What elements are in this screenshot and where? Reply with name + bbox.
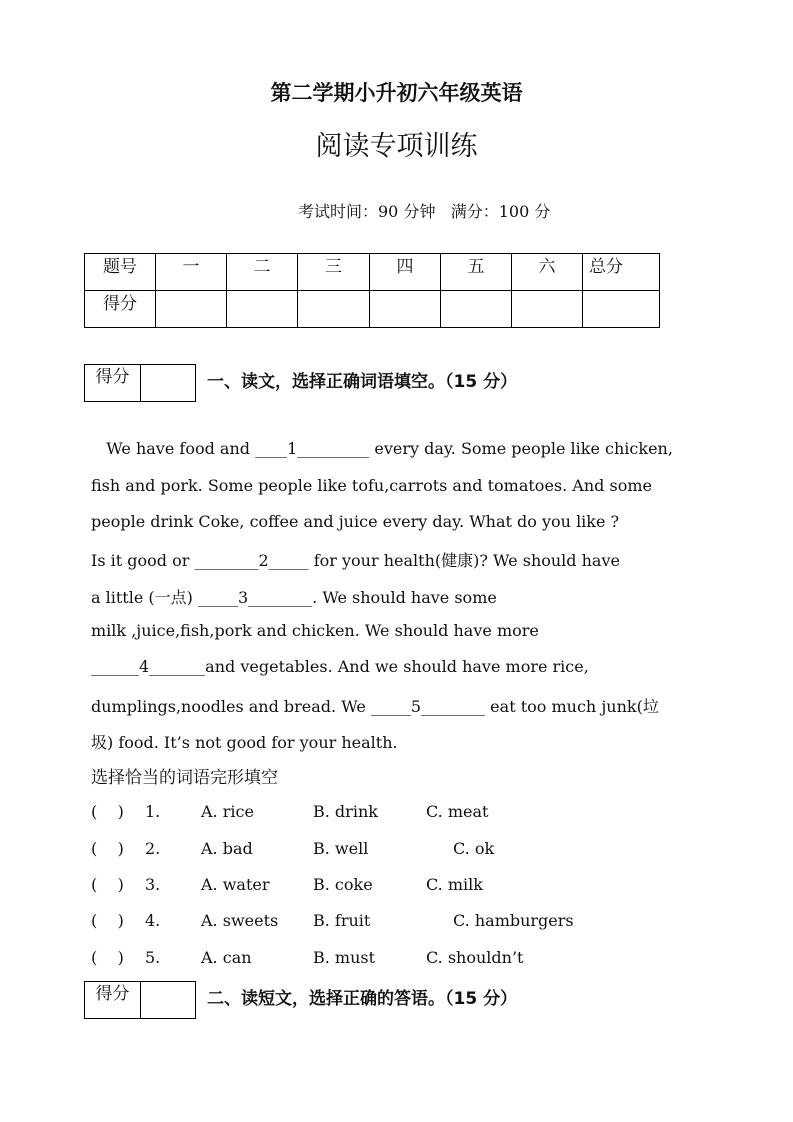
answer-blank[interactable]: ( ) <box>91 802 124 821</box>
score-input-1[interactable] <box>156 291 227 328</box>
section2-score-box <box>84 981 196 1019</box>
page-title: 第二学期小升初六年级英语 <box>270 81 523 105</box>
answer-blank[interactable]: ( ) <box>91 911 124 930</box>
exam-info: 考试时间：90 分钟 满分：100 分 <box>298 202 551 221</box>
score-input-4[interactable] <box>370 291 441 328</box>
option-a: A. rice <box>201 802 254 821</box>
section2-score-label: 得分 <box>85 982 141 1018</box>
option-b: B. drink <box>313 802 378 821</box>
passage-line: We have food and ____1_________ every day. Some people like chicken, <box>91 439 673 458</box>
passage-line: milk ,juice,fish,pork and chicken. We should have more <box>91 621 539 640</box>
answer-blank[interactable]: ( ) <box>91 875 124 894</box>
question-number: 4. <box>145 911 161 930</box>
option-a: A. can <box>201 948 252 967</box>
option-a: A. sweets <box>201 911 279 930</box>
option-a: A. bad <box>201 839 253 858</box>
score-cell-6: 六 <box>512 254 583 291</box>
score-cell-label: 题号 <box>85 254 156 291</box>
passage-line: Is it good or ________2_____ for your health(健康)? We should have <box>91 551 620 570</box>
score-table <box>84 253 660 328</box>
passage-line: dumplings,noodles and bread. We _____5________ eat too much junk(垃 <box>91 697 659 716</box>
score-input-3[interactable] <box>298 291 370 328</box>
option-a: A. water <box>201 875 270 894</box>
option-c: C. milk <box>426 875 483 894</box>
question-row-5 <box>91 948 691 970</box>
question-row-2 <box>91 839 691 861</box>
question-number: 2. <box>145 839 161 858</box>
option-b: B. coke <box>313 875 373 894</box>
option-c: C. shouldn’t <box>426 948 524 967</box>
option-c: C. meat <box>426 802 489 821</box>
score-input-total[interactable] <box>583 291 660 328</box>
question-number: 5. <box>145 948 161 967</box>
section1-score-box <box>84 364 196 402</box>
passage-line: a little (一点) _____3________. We should have some <box>91 588 497 607</box>
option-b: B. fruit <box>313 911 371 930</box>
passage-line: fish and pork. Some people like tofu,carrots and tomatoes. And some <box>91 476 652 495</box>
page-subtitle: 阅读专项训练 <box>315 131 478 162</box>
score-cell-1: 一 <box>156 254 227 291</box>
section1-score-blank[interactable] <box>141 365 195 401</box>
score-input-2[interactable] <box>227 291 298 328</box>
section1-score-label: 得分 <box>85 365 141 401</box>
question-row-4 <box>91 911 691 933</box>
option-b: B. well <box>313 839 369 858</box>
score-table-header-row <box>85 254 660 291</box>
answer-blank[interactable]: ( ) <box>91 839 124 858</box>
score-cell-total: 总分 <box>583 254 660 291</box>
score-cell-5: 五 <box>441 254 512 291</box>
score-cell-3: 三 <box>298 254 370 291</box>
passage-line: people drink Coke, coffee and juice every day. What do you like ? <box>91 512 620 531</box>
question-row-3 <box>91 875 691 897</box>
section2-score-blank[interactable] <box>141 982 195 1018</box>
score-input-5[interactable] <box>441 291 512 328</box>
question-row-1 <box>91 802 691 824</box>
passage-line: ______4_______and vegetables. And we should have more rice, <box>91 657 589 676</box>
option-b: B. must <box>313 948 376 967</box>
score-cell-4: 四 <box>370 254 441 291</box>
answer-blank[interactable]: ( ) <box>91 948 124 967</box>
section2-title: 二、读短文，选择正确的答语。（15 分） <box>207 989 518 1009</box>
question-number: 1. <box>145 802 161 821</box>
instruction-text: 选择恰当的词语完形填空 <box>91 768 278 788</box>
score-input-6[interactable] <box>512 291 583 328</box>
passage-line: 圾) food. It’s not good for your health. <box>91 733 398 752</box>
question-number: 3. <box>145 875 161 894</box>
score-row-label: 得分 <box>85 291 156 328</box>
score-table-score-row <box>85 291 660 328</box>
option-c: C. hamburgers <box>453 911 574 930</box>
section1-title: 一、读文，选择正确词语填空。（15 分） <box>207 372 518 392</box>
score-cell-2: 二 <box>227 254 298 291</box>
option-c: C. ok <box>453 839 495 858</box>
